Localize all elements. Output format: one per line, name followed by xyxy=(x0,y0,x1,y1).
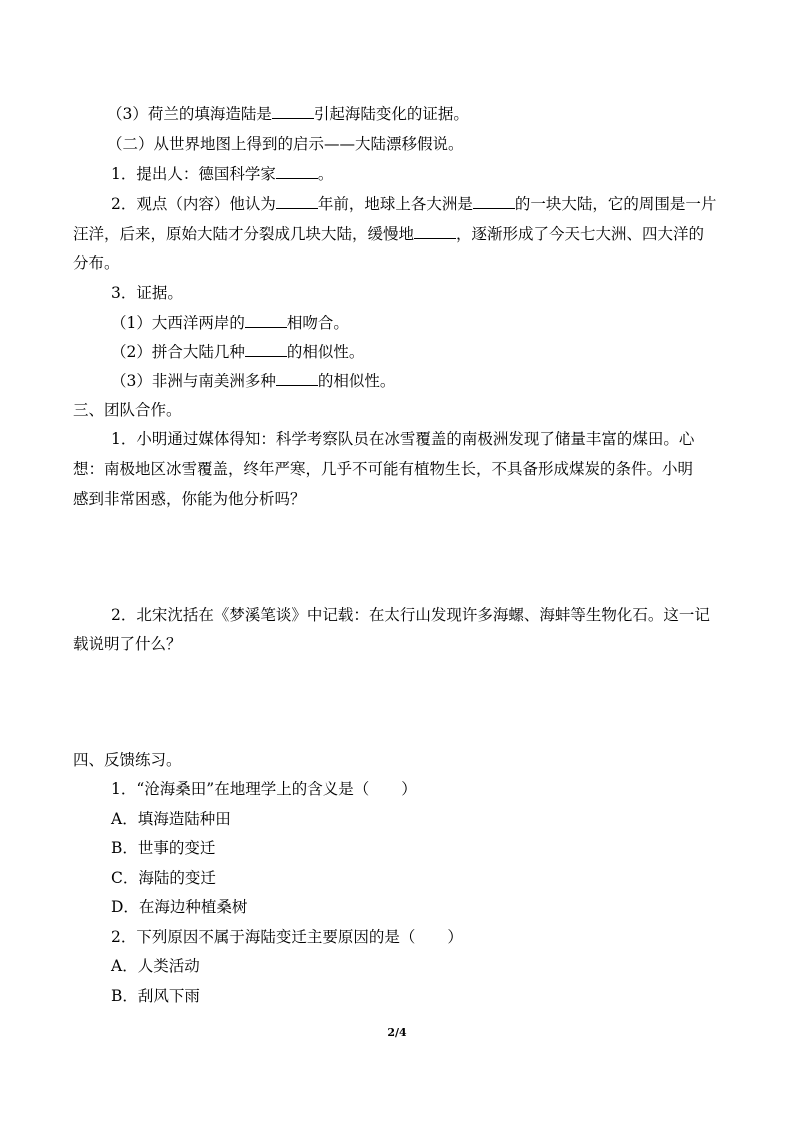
option-a: A．人类活动 xyxy=(111,957,200,975)
question-text: 感到非常困惑，你能为他分析吗？ xyxy=(73,490,306,508)
blank-line xyxy=(245,342,287,357)
blank-line xyxy=(245,313,287,328)
section-heading: （二）从世界地图上得到的启示——大陆漂移假说。 xyxy=(107,135,464,153)
text-line: （3）非洲与南美洲多种 的相似性。 xyxy=(111,372,396,390)
option-c: C．海陆的变迁 xyxy=(111,869,216,887)
question-text: 1．小明通过媒体得知：科学考察队员在冰雪覆盖的南极洲发现了储量丰富的煤田。心 xyxy=(111,430,695,448)
option-d: D．在海边种植桑树 xyxy=(111,898,248,916)
blank-line xyxy=(414,224,456,239)
blank-line xyxy=(272,104,314,119)
question-text: 想：南极地区冰雪覆盖，终年严寒，几乎不可能有植物生长，不具备形成煤炭的条件。小明 xyxy=(73,460,694,478)
blank-line xyxy=(473,194,515,209)
section-heading: 四、反馈练习。 xyxy=(73,751,182,769)
option-a: A．填海造陆种田 xyxy=(111,810,231,828)
blank-line xyxy=(276,194,318,209)
option-b: B．刮风下雨 xyxy=(111,987,200,1005)
text-line: 分布。 xyxy=(73,254,120,272)
text-line: 1．提出人：德国科学家 。 xyxy=(111,165,334,183)
question-text: 1．“沧海桑田”在地理学上的含义是（ ） xyxy=(111,780,417,798)
option-b: B．世事的变迁 xyxy=(111,839,216,857)
text-line: 3．证据。 xyxy=(111,284,183,302)
text-line: （1）大西洋两岸的 相吻合。 xyxy=(111,314,349,332)
text-line: 汪洋，后来，原始大陆才分裂成几块大陆，缓慢地 ，逐渐形成了今天七大洲、四大洋的 xyxy=(73,225,705,243)
blank-line xyxy=(276,164,318,179)
text-line: 2．观点（内容）他认为 年前，地球上各大洲是 的一块大陆，它的周围是一片 xyxy=(111,195,717,213)
text-line: （3）荷兰的填海造陆是 引起海陆变化的证据。 xyxy=(107,105,469,123)
section-heading: 三、团队合作。 xyxy=(73,401,182,419)
question-text: 载说明了什么？ xyxy=(73,635,182,653)
blank-line xyxy=(276,371,318,386)
page-number: 2/4 xyxy=(387,1026,407,1039)
question-text: 2．北宋沈括在《梦溪笔谈》中记载：在太行山发现许多海螺、海蚌等生物化石。这一记 xyxy=(111,606,710,624)
text-line: （2）拼合大陆几种 的相似性。 xyxy=(111,343,365,361)
question-text: 2．下列原因不属于海陆变迁主要原因的是（ ） xyxy=(111,928,463,946)
